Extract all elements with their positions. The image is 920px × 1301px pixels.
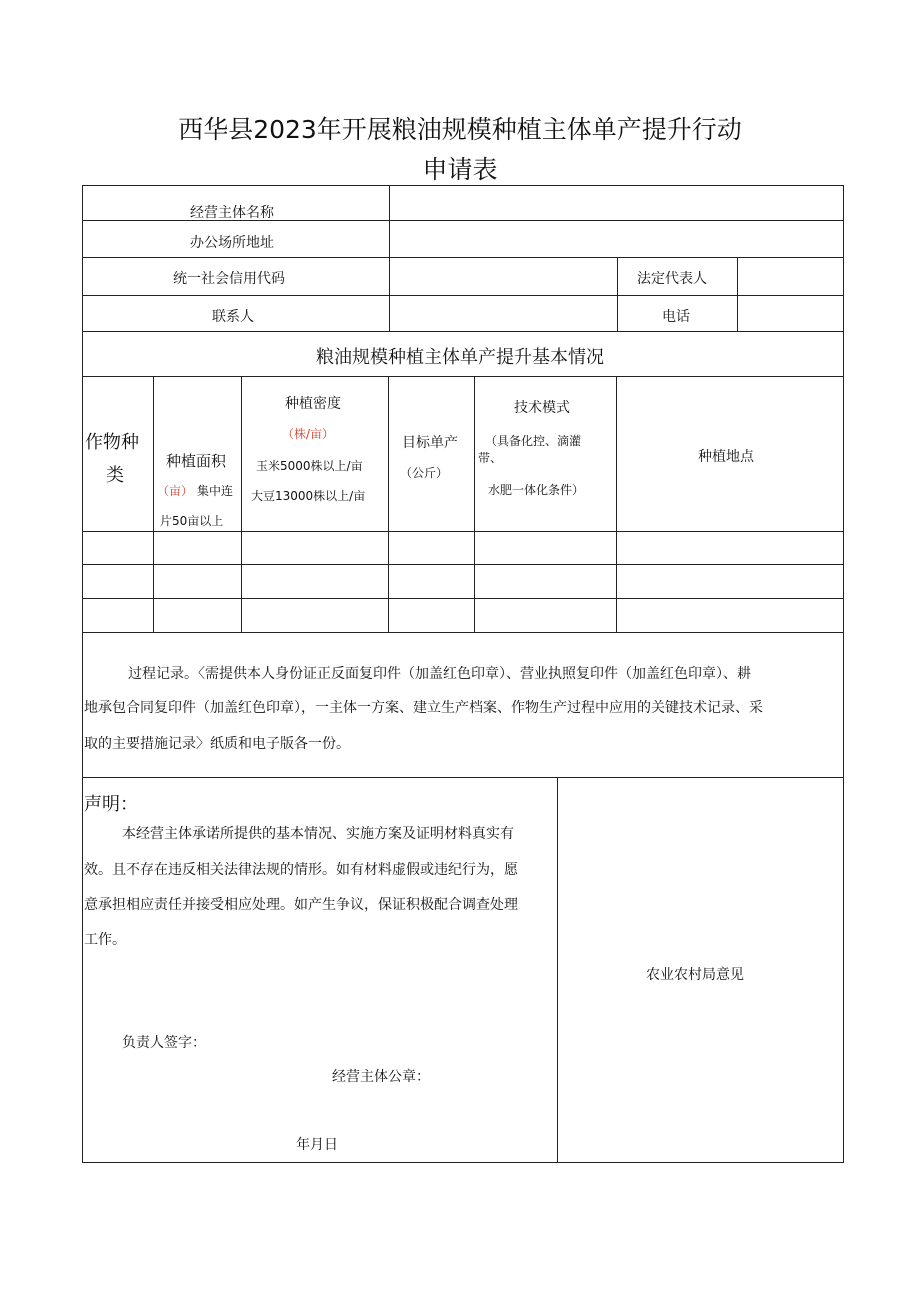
yield-cell[interactable] — [389, 532, 474, 564]
crop-type-cell[interactable] — [83, 599, 153, 632]
opinion-field[interactable] — [558, 778, 843, 1162]
location-header-label: 种植地点 — [698, 449, 754, 465]
location-cell[interactable] — [617, 532, 843, 564]
phone-field[interactable] — [738, 296, 843, 331]
tech-header-label: 技术模式 — [514, 400, 570, 416]
tech-header-note3: 水肥一体化条件） — [488, 483, 585, 497]
yield-cell[interactable] — [389, 599, 474, 632]
area-header-note2: 片50亩以上 — [160, 514, 224, 528]
process-record-line3: 取的主要措施记录〉纸质和电子版各一份。 — [84, 736, 350, 752]
declaration-line4: 工作。 — [84, 932, 126, 948]
yield-cell[interactable] — [389, 565, 474, 598]
area-header-label: 种植面积 — [166, 452, 227, 470]
tech-cell[interactable] — [475, 532, 616, 564]
area-cell[interactable] — [154, 532, 241, 564]
entity-name-field[interactable] — [390, 186, 843, 220]
contact-label: 联系人 — [212, 309, 254, 325]
entity-name-label: 经营主体名称 — [190, 205, 274, 221]
area-header-note1: 集中连 — [197, 484, 234, 498]
date-label: 年月日 — [296, 1137, 338, 1153]
process-record-line1: 过程记录。〈需提供本人身份证正反面复印件（加盖红色印章）、营业执照复印件（加盖红色印章）、耕 — [128, 666, 751, 682]
density-header-label: 种植密度 — [285, 396, 341, 412]
density-header-corn: 玉米5000株以上/亩 — [256, 459, 363, 473]
area-cell[interactable] — [154, 565, 241, 598]
density-cell[interactable] — [242, 532, 388, 564]
tech-cell[interactable] — [475, 565, 616, 598]
signer-label: 负责人签字： — [122, 1035, 206, 1051]
legal-rep-label: 法定代表人 — [637, 271, 707, 287]
location-cell[interactable] — [617, 599, 843, 632]
tech-header-note1: （具备化控、滴灌 — [485, 434, 582, 448]
area-cell[interactable] — [154, 599, 241, 632]
yield-header-label: 目标单产 — [402, 435, 458, 451]
process-record-line2: 地承包合同复印件（加盖红色印章），一主体一方案、建立生产档案、作物生产过程中应用的关键技术记录、采 — [84, 700, 763, 716]
credit-code-label: 统一社会信用代码 — [173, 271, 285, 287]
crop-type-header-b: 类 — [106, 465, 124, 486]
declaration-line2: 效。且不存在违反相关法律法规的情形。如有材料虚假或违纪行为，愿 — [84, 862, 518, 878]
section-title: 粮油规模种植主体单产提升基本情况 — [316, 347, 604, 368]
tech-cell[interactable] — [475, 599, 616, 632]
tech-header-note2: 带、 — [478, 451, 503, 465]
crop-type-header-a: 作物种 — [85, 432, 139, 453]
declaration-line3: 意承担相应责任并接受相应处理。如产生争议，保证积极配合调查处理 — [84, 897, 518, 913]
declaration-heading: 声明： — [84, 794, 138, 815]
form-title-line1: 西华县2023年开展粮油规模种植主体单产提升行动 — [178, 115, 742, 144]
yield-header-unit: （公斤） — [400, 466, 449, 480]
legal-rep-field[interactable] — [738, 258, 843, 295]
location-cell[interactable] — [617, 565, 843, 598]
crop-type-cell[interactable] — [83, 565, 153, 598]
seal-label: 经营主体公章： — [332, 1069, 430, 1085]
office-address-field[interactable] — [390, 221, 843, 257]
density-header-soy: 大豆13000株以上/亩 — [251, 489, 366, 503]
declaration-line1: 本经营主体承诺所提供的基本情况、实施方案及证明材料真实有 — [122, 826, 514, 842]
form-title-line2: 申请表 — [422, 155, 498, 184]
density-cell[interactable] — [242, 565, 388, 598]
density-header-unit: （株/亩） — [282, 427, 335, 441]
contact-field[interactable] — [390, 296, 617, 331]
office-address-label: 办公场所地址 — [190, 235, 274, 251]
credit-code-field[interactable] — [390, 258, 617, 295]
density-cell[interactable] — [242, 599, 388, 632]
opinion-label: 农业农村局意见 — [646, 967, 744, 983]
crop-type-cell[interactable] — [83, 532, 153, 564]
phone-label: 电话 — [662, 309, 690, 325]
area-header-unit: （亩） — [157, 484, 194, 498]
